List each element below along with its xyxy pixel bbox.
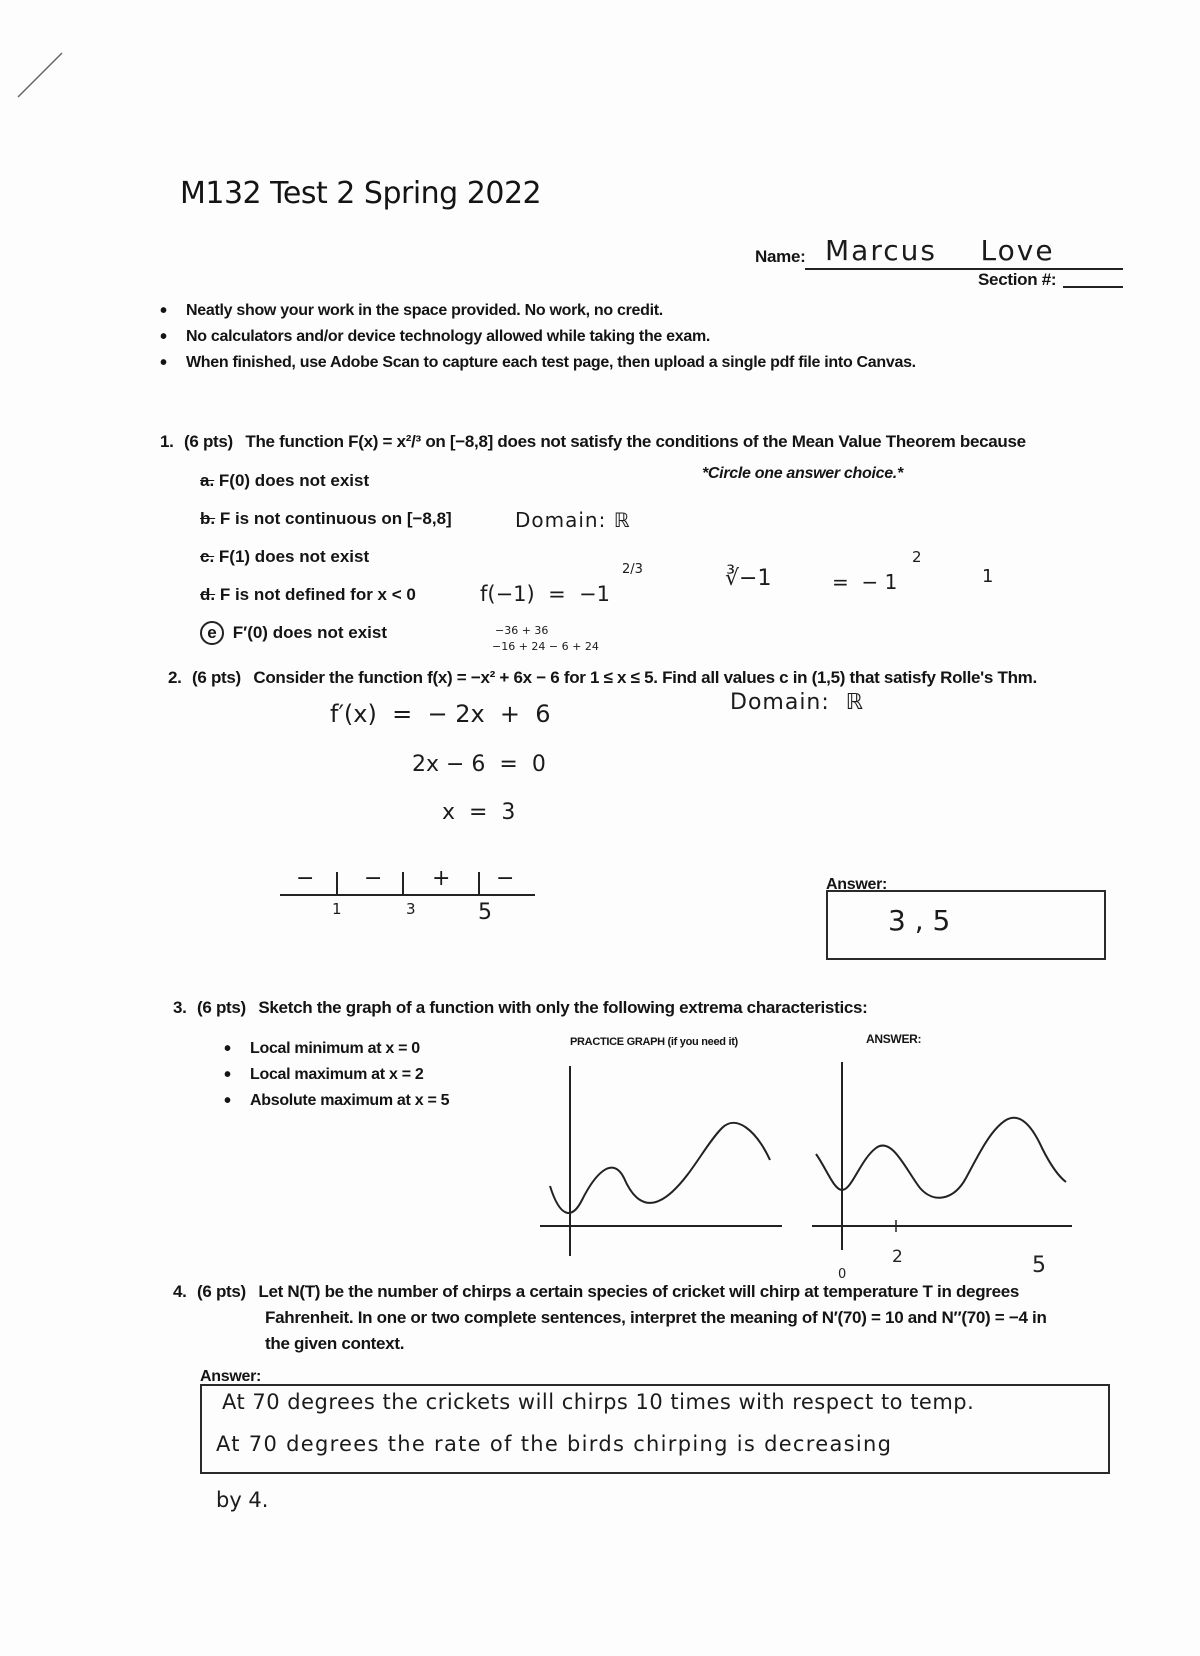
q2-answer-label: Answer: xyxy=(826,876,888,893)
criteria-item: • Local minimum at x = 0 xyxy=(224,1036,544,1062)
q4-answer-line: by 4. xyxy=(216,1488,269,1512)
choice-letter: d. xyxy=(200,585,216,604)
axis-label-2: 2 xyxy=(892,1247,903,1267)
q4-prompt-line: Let N(T) be the number of chirps a certain species of cricket will chirp at temperature T in degrees xyxy=(258,1282,1020,1301)
q3-header xyxy=(173,998,868,1018)
q1-cube-root: ∛−1 xyxy=(725,566,772,591)
choice-e xyxy=(200,614,452,652)
q4-answer-line: At 70 degrees the crickets will chirps 10 times with respect to temp. xyxy=(222,1390,975,1414)
sign-minus: − xyxy=(296,866,315,891)
name-label: Name: xyxy=(755,247,806,266)
tick-mark xyxy=(402,872,404,896)
q1-number: 1. xyxy=(160,432,174,451)
instruction-item: • No calculators and/or device technology allowed while taking the exam. xyxy=(160,324,1160,350)
answer-curve xyxy=(816,1118,1066,1198)
q1-scratch-2: −16 + 24 − 6 + 24 xyxy=(492,640,599,653)
practice-curve xyxy=(550,1123,770,1213)
q4-prompt-line: Fahrenheit. In one or two complete sentences, interpret the meaning of N′(70) = 10 and N″(70) = −4 in xyxy=(265,1308,1047,1327)
q1-square: 2 xyxy=(912,548,922,566)
sign-minus: − xyxy=(364,866,383,891)
tick-label: 1 xyxy=(332,900,342,918)
q4-points: (6 pts) xyxy=(197,1282,246,1301)
instructions-list xyxy=(160,298,1160,376)
name-line xyxy=(805,268,1123,270)
q3-number: 3. xyxy=(173,998,187,1017)
criteria-item: • Absolute maximum at x = 5 xyxy=(224,1088,544,1114)
q1-domain: Domain: ℝ xyxy=(515,508,631,532)
sign-chart xyxy=(280,868,535,928)
q3-points: (6 pts) xyxy=(197,998,246,1017)
sign-plus: + xyxy=(432,866,451,891)
tick-mark xyxy=(478,872,480,896)
q2-number: 2. xyxy=(168,668,182,687)
q1-f-neg1: f(−1) = −1 xyxy=(480,582,610,606)
q4-answer-line: At 70 degrees the rate of the birds chirping is decreasing xyxy=(216,1432,893,1456)
choice-a xyxy=(200,462,452,500)
practice-graph-label: PRACTICE GRAPH (if you need it) xyxy=(570,1036,738,1048)
q4-header xyxy=(173,1282,1047,1354)
q2-header xyxy=(168,668,1037,688)
choice-letter: a. xyxy=(200,471,215,490)
choice-text: F(0) does not exist xyxy=(218,471,370,490)
q2-derivative: f′(x) = − 2x + 6 xyxy=(330,700,551,728)
q1-equals: = − 1 xyxy=(832,570,898,594)
q1-exponent: 2/3 xyxy=(622,562,643,577)
choice-c xyxy=(200,538,452,576)
q4-number: 4. xyxy=(173,1282,187,1301)
choice-text: F is not continuous on [−8,8] xyxy=(219,509,452,528)
q2-prompt: Consider the function f(x) = −x² + 6x − 6 for 1 ≤ x ≤ 5. Find all values c in (1,5) that satisfy Rolle's Thm. xyxy=(253,668,1037,687)
q4-answer-label: Answer: xyxy=(200,1368,262,1385)
choice-text: F′(0) does not exist xyxy=(232,623,387,642)
page-title: M132 Test 2 Spring 2022 xyxy=(180,176,542,211)
tick-label: 5 xyxy=(478,900,492,925)
q1-header xyxy=(160,432,1026,452)
q1-circle-note: *Circle one answer choice.* xyxy=(702,465,903,482)
choice-b xyxy=(200,500,452,538)
choice-letter-circled: e xyxy=(200,621,224,645)
q2-answer-box xyxy=(826,890,1106,960)
section-label: Section #: xyxy=(978,270,1057,289)
q1-one: 1 xyxy=(982,566,994,587)
choice-letter: c. xyxy=(200,547,215,566)
choice-text: F is not defined for x < 0 xyxy=(219,585,416,604)
q2-solution: x = 3 xyxy=(442,800,516,825)
choice-letter: b. xyxy=(200,509,216,528)
q1-prompt: The function F(x) = x²/³ on [−8,8] does not satisfy the conditions of the Mean Value Theorem because xyxy=(245,432,1026,451)
section-line xyxy=(1063,286,1123,288)
name-value: Marcus Love xyxy=(825,234,1055,267)
q2-points: (6 pts) xyxy=(192,668,241,687)
choice-text: F(1) does not exist xyxy=(218,547,370,566)
q1-scratch-1: −36 + 36 xyxy=(495,624,549,637)
choice-d xyxy=(200,576,452,614)
axis-label-5: 5 xyxy=(1032,1253,1046,1278)
sketch-graphs xyxy=(520,1050,1080,1280)
axis-label-0: 0 xyxy=(838,1267,847,1280)
q3-criteria-list xyxy=(224,1036,544,1114)
q4-prompt-line: the given context. xyxy=(265,1334,405,1353)
q2-equation: 2x − 6 = 0 xyxy=(412,752,546,777)
q1-choices xyxy=(200,462,452,652)
q2-answer-value: 3 , 5 xyxy=(888,904,951,937)
instruction-item: • Neatly show your work in the space provided. No work, no credit. xyxy=(160,298,1160,324)
q3-prompt: Sketch the graph of a function with only the following extrema characteristics: xyxy=(258,998,868,1017)
q2-domain: Domain: ℝ xyxy=(730,690,865,715)
tick-label: 3 xyxy=(406,900,416,918)
sign-minus: − xyxy=(496,866,515,891)
instruction-item: • When finished, use Adobe Scan to capture each test page, then upload a single pdf file into Canvas. xyxy=(160,350,1160,376)
criteria-item: • Local maximum at x = 2 xyxy=(224,1062,544,1088)
tick-mark xyxy=(336,872,338,896)
q1-points: (6 pts) xyxy=(184,432,233,451)
sign-chart-axis xyxy=(280,894,535,896)
answer-graph-label: ANSWER: xyxy=(866,1032,922,1046)
pen-stroke-mark xyxy=(10,45,70,105)
